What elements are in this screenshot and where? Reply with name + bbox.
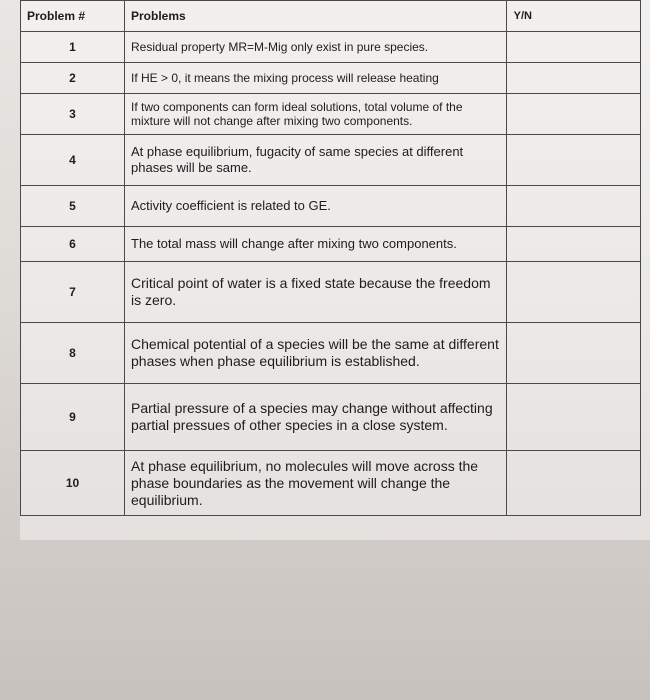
problem-number: 3 xyxy=(21,94,125,135)
problem-text: If HE > 0, it means the mixing process will release heating xyxy=(125,63,507,94)
problem-number: 5 xyxy=(21,186,125,227)
problem-text: If two components can form ideal solutions, total volume of the mixture will not change after mixing two components. xyxy=(125,94,507,135)
problems-table xyxy=(20,0,641,516)
header-row xyxy=(21,1,641,32)
problem-number: 1 xyxy=(21,32,125,63)
header-problems: Problems xyxy=(125,1,507,32)
table-row xyxy=(21,32,641,63)
problem-number: 4 xyxy=(21,135,125,186)
header-yn: Y/N xyxy=(507,1,641,32)
table-row xyxy=(21,63,641,94)
table-row xyxy=(21,135,641,186)
table-row xyxy=(21,384,641,451)
header-problem-number: Problem # xyxy=(21,1,125,32)
problem-number: 2 xyxy=(21,63,125,94)
answer-cell[interactable] xyxy=(507,32,641,63)
problem-number: 8 xyxy=(21,323,125,384)
answer-cell[interactable] xyxy=(507,94,641,135)
problem-text: The total mass will change after mixing two components. xyxy=(125,227,507,262)
problem-number: 7 xyxy=(21,262,125,323)
answer-cell[interactable] xyxy=(507,323,641,384)
problem-text: Residual property MR=M-Mig only exist in pure species. xyxy=(125,32,507,63)
problem-number: 6 xyxy=(21,227,125,262)
problem-text: Activity coefficient is related to GE. xyxy=(125,186,507,227)
table-row xyxy=(21,94,641,135)
answer-cell[interactable] xyxy=(507,451,641,516)
table-row xyxy=(21,451,641,516)
answer-cell[interactable] xyxy=(507,186,641,227)
problem-text: At phase equilibrium, no molecules will move across the phase boundaries as the movement will change the equilibrium. xyxy=(125,451,507,516)
answer-cell[interactable] xyxy=(507,135,641,186)
problem-number: 10 xyxy=(21,451,125,516)
table-row xyxy=(21,262,641,323)
table-row xyxy=(21,227,641,262)
table-row xyxy=(21,186,641,227)
answer-cell[interactable] xyxy=(507,227,641,262)
table-row xyxy=(21,323,641,384)
answer-cell[interactable] xyxy=(507,63,641,94)
problem-text: Critical point of water is a fixed state because the freedom is zero. xyxy=(125,262,507,323)
answer-cell[interactable] xyxy=(507,384,641,451)
problem-number: 9 xyxy=(21,384,125,451)
answer-cell[interactable] xyxy=(507,262,641,323)
problem-text: Chemical potential of a species will be the same at different phases when phase equilibrium is established. xyxy=(125,323,507,384)
problem-text: Partial pressure of a species may change without affecting partial pressues of other species in a close system. xyxy=(125,384,507,451)
problem-text: At phase equilibrium, fugacity of same species at different phases will be same. xyxy=(125,135,507,186)
